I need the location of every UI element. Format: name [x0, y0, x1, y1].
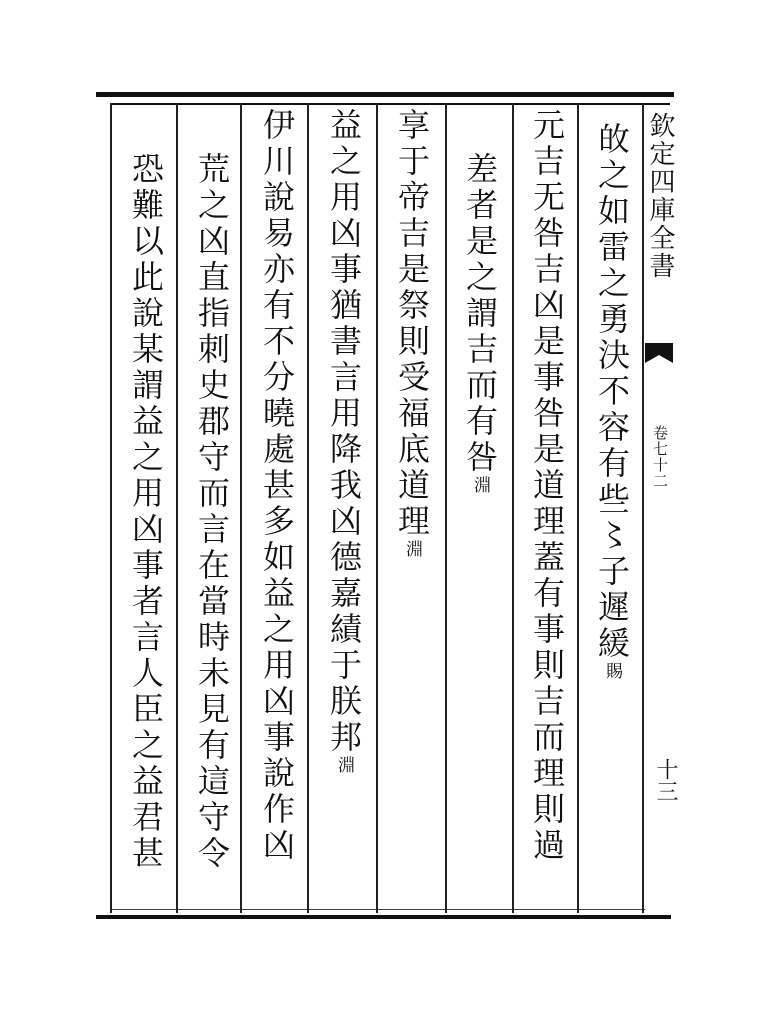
column-note: 淵	[402, 540, 422, 557]
column-rule	[445, 103, 447, 913]
column-note: 賜	[602, 662, 622, 679]
column-text: 伊川說易亦有不分曉處甚多如益之用凶事說作凶	[258, 108, 296, 864]
column-text: 元吉无咎吉凶是事咎是道理蓋有事則吉而理則過	[528, 108, 566, 864]
column-rule	[376, 103, 378, 913]
page-frame	[96, 96, 674, 918]
column-rule	[176, 103, 178, 913]
column-note: 淵	[334, 756, 354, 773]
volume-label: 卷七十二	[651, 425, 669, 489]
column-rule	[577, 103, 579, 913]
column-text: 差者是之謂吉而有咎	[461, 152, 499, 476]
book-title: 欽定四庫全書	[645, 112, 675, 280]
text-column-6	[255, 108, 299, 864]
column-rule	[512, 103, 514, 913]
text-column-8	[124, 152, 168, 872]
column-rule	[307, 103, 309, 913]
column-text: 恐難以此說某謂益之用凶事者言人臣之益君甚	[127, 152, 165, 872]
bottom-border	[96, 915, 671, 919]
column-rule	[240, 103, 242, 913]
text-column-3	[458, 152, 502, 493]
column-text: 敀之如雷之勇決不容有些〻子遲緩	[593, 122, 631, 662]
text-column-1	[590, 122, 634, 679]
column-note: 淵	[470, 476, 490, 493]
column-text: 享于帝吉是祭則受福底道理	[393, 108, 431, 540]
page-number: 十三	[653, 758, 678, 802]
column-text: 益之用凶事猶書言用降我凶德嘉績于朕邦	[325, 108, 363, 756]
text-column-2	[525, 108, 569, 864]
column-text: 荒之凶直指刺史郡守而言在當時未見有這守令	[193, 152, 231, 872]
text-column-7	[190, 152, 234, 872]
text-column-4	[390, 108, 434, 557]
text-column-5	[322, 108, 366, 773]
column-rule	[110, 103, 112, 913]
column-rule	[642, 103, 644, 913]
top-inner-border	[110, 103, 670, 105]
top-border	[96, 92, 674, 97]
